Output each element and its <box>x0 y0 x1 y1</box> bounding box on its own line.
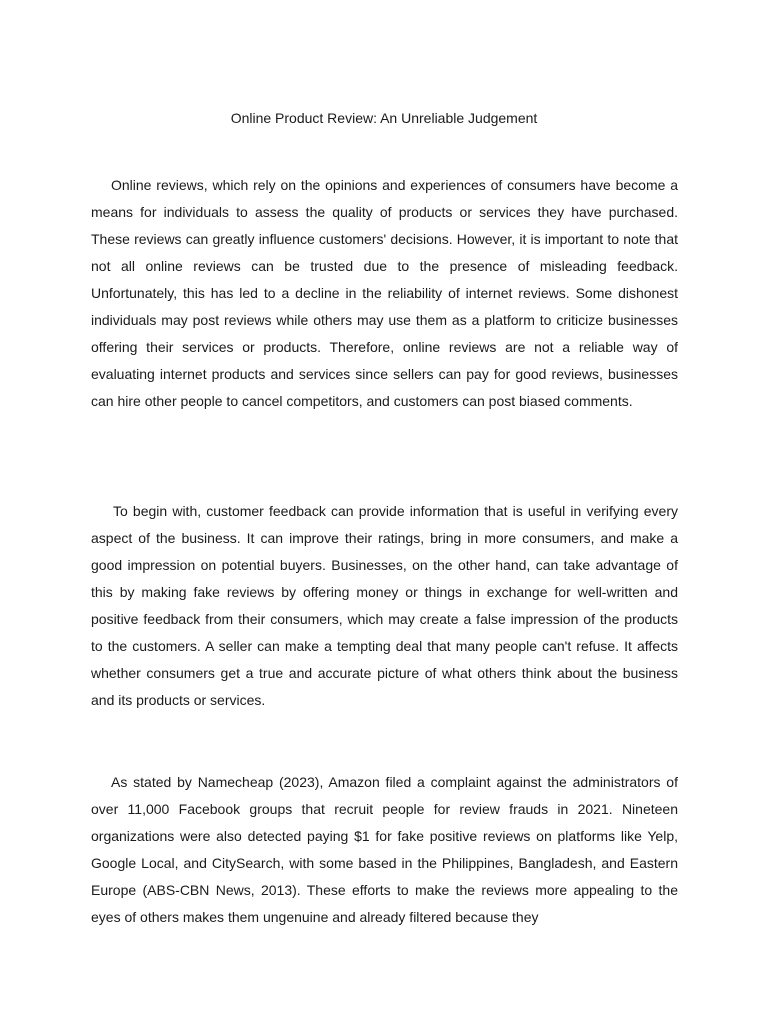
paragraph-body-1: To begin with, customer feedback can provide information that is useful in verifying every aspect of the business. It can improve their ratings, bring in more consumers, and make a good impression on potential buyers. Businesses, on the other hand, can take advantage of this by making fake reviews by offering money or things in exchange for well-written and positive feedback from their consumers, which may create a false impression of the products to the customers. A seller can make a tempting deal that many people can't refuse. It affects whether consumers get a true and accurate picture of what others think about the business and its products or services. <box>91 503 678 708</box>
document-title: Online Product Review: An Unreliable Judgement <box>230 110 538 126</box>
paragraph-introduction: Online reviews, which rely on the opinions and experiences of consumers have become a means for individuals to assess the quality of products or services they have purchased. These reviews can greatly influence customers' decisions. However, it is important to note that not all online reviews can be trusted due to the presence of misleading feedback. Unfortunately, this has led to a decline in the reliability of internet reviews. Some dishonest individuals may post reviews while others may use them as a platform to criticize businesses offering their services or products. Therefore, online reviews are not a reliable way of evaluating internet products and services since sellers can pay for good reviews, businesses can hire other people to cancel competitors, and customers can post biased comments. <box>91 177 678 409</box>
paragraph-body-2: As stated by Namecheap (2023), Amazon filed a complaint against the administrators of over 11,000 Facebook groups that recruit people for review frauds in 2021. Nineteen organizations were also detected paying $1 for fake positive reviews on platforms like Yelp, Google Local, and CitySearch, with some based in the Philippines, Bangladesh, and Eastern Europe (ABS-CBN News, 2013). These efforts to make the reviews more appealing to the eyes of others makes them ungenuine and already filtered because they <box>91 774 678 925</box>
